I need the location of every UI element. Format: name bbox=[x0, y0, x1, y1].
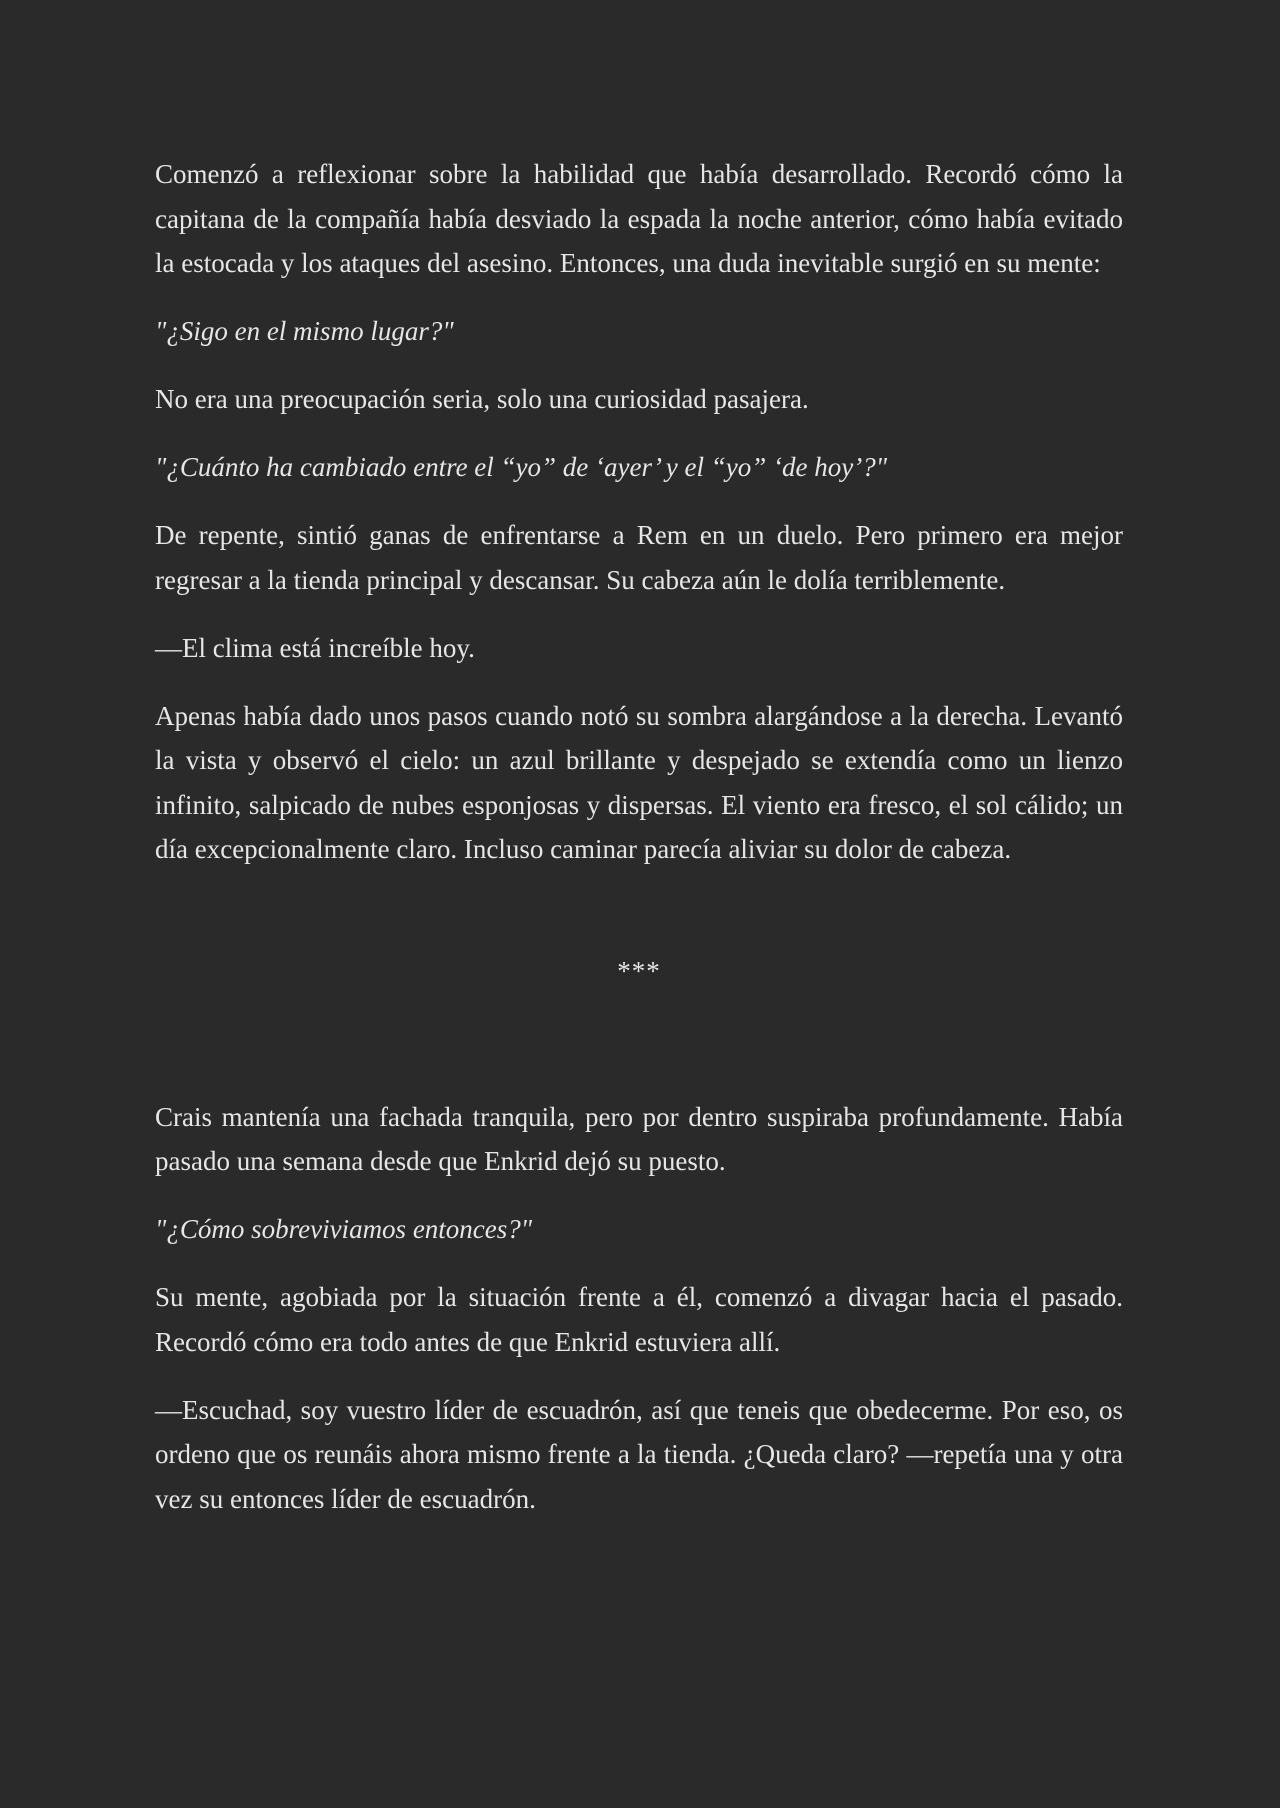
dialogue-squad-leader: —Escuchad, soy vuestro líder de escuadrón, así que teneis que obedecerme. Por eso, os ordeno que os reunáis ahora mismo frente a la tienda. ¿Queda claro? —repetía una y otra vez su entonces líder de escuadrón. bbox=[155, 1394, 1123, 1514]
dialogue-weather: —El clima está increíble hoy. bbox=[155, 632, 475, 663]
paragraph-sky: Apenas había dado unos pasos cuando notó su sombra alargándose a la derecha. Levantó la vista y observó el cielo: un azul brillante y despejado se extendía como un lienzo infinito, salpicado de nubes esponjosas y dispersas. El viento era fresco, el sol cálido; un día excepcionalmente claro. Incluso caminar parecía aliviar su dolor de cabeza. bbox=[155, 700, 1123, 865]
reading-page bbox=[155, 152, 1123, 1545]
scene-separator: *** bbox=[617, 956, 661, 987]
thought-survive: "¿Cómo sobreviviamos entonces?" bbox=[155, 1214, 533, 1245]
paragraph-duel: De repente, sintió ganas de enfrentarse a Rem en un duelo. Pero primero era mejor regresar a la tienda principal y descansar. Su cabeza aún le dolía terriblemente. bbox=[155, 520, 1123, 595]
paragraph-reflection: Comenzó a reflexionar sobre la habilidad que había desarrollado. Recordó cómo la capitana de la compañía había desviado la espada la noche anterior, cómo había evitado la estocada y los ataques del asesino. Entonces, una duda inevitable surgió en su mente: bbox=[155, 159, 1123, 279]
paragraph-curiosity: No era una preocupación seria, solo una curiosidad pasajera. bbox=[155, 384, 809, 415]
thought-same-place: "¿Sigo en el mismo lugar?" bbox=[155, 316, 454, 347]
thought-change: "¿Cuánto ha cambiado entre el “yo” de ‘ayer’ y el “yo” ‘de hoy’?" bbox=[155, 452, 888, 483]
paragraph-crais: Crais mantenía una fachada tranquila, pero por dentro suspiraba profundamente. Había pasado una semana desde que Enkrid dejó su puesto. bbox=[155, 1101, 1123, 1177]
paragraph-past: Su mente, agobiada por la situación frente a él, comenzó a divagar hacia el pasado. Recordó cómo era todo antes de que Enkrid estuviera allí. bbox=[155, 1282, 1123, 1357]
